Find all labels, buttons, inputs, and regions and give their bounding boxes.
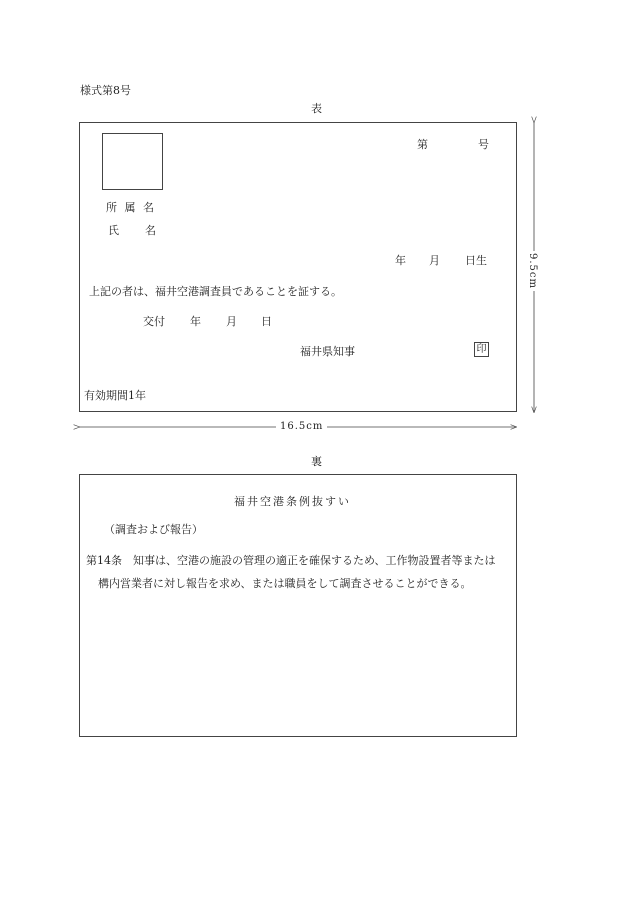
issued-label: 交付 [143, 315, 165, 328]
article-line-2: 構内営業者に対し報告を求め、または職員をして調査させることができる。 [98, 577, 472, 590]
width-dimension-label: 16.5cm [276, 421, 327, 432]
photo-placeholder [102, 133, 163, 190]
issued-year: 年 [190, 315, 201, 328]
number-go: 号 [478, 138, 489, 151]
back-heading: 裏 [311, 455, 322, 468]
affiliation-label: 所 属 名 [106, 201, 156, 214]
issued-month: 月 [226, 315, 237, 328]
article-subtitle: （調査および報告） [104, 523, 203, 536]
height-dimension-label: 9.5cm [527, 253, 538, 289]
form-number: 様式第8号 [80, 84, 131, 97]
article-line-1: 第14条 知事は、空港の施設の管理の適正を確保するため、工作物設置者等または [86, 554, 496, 567]
dob-day: 日生 [465, 254, 487, 267]
front-heading: 表 [311, 102, 322, 115]
issued-day: 日 [261, 315, 272, 328]
dob-month: 月 [429, 254, 440, 267]
name-label-2: 名 [145, 224, 156, 237]
dob-year: 年 [395, 254, 406, 267]
validity-period: 有効期間1年 [84, 389, 146, 402]
certify-text: 上記の者は、福井空港調査員であることを証する。 [89, 285, 342, 298]
number-dai: 第 [417, 138, 428, 151]
issuer: 福井県知事 [300, 345, 355, 358]
name-label-1: 氏 [108, 224, 119, 237]
seal-mark: 印 [474, 342, 489, 357]
back-card [79, 474, 517, 737]
ordinance-title: 福井空港条例抜すい [234, 495, 351, 508]
